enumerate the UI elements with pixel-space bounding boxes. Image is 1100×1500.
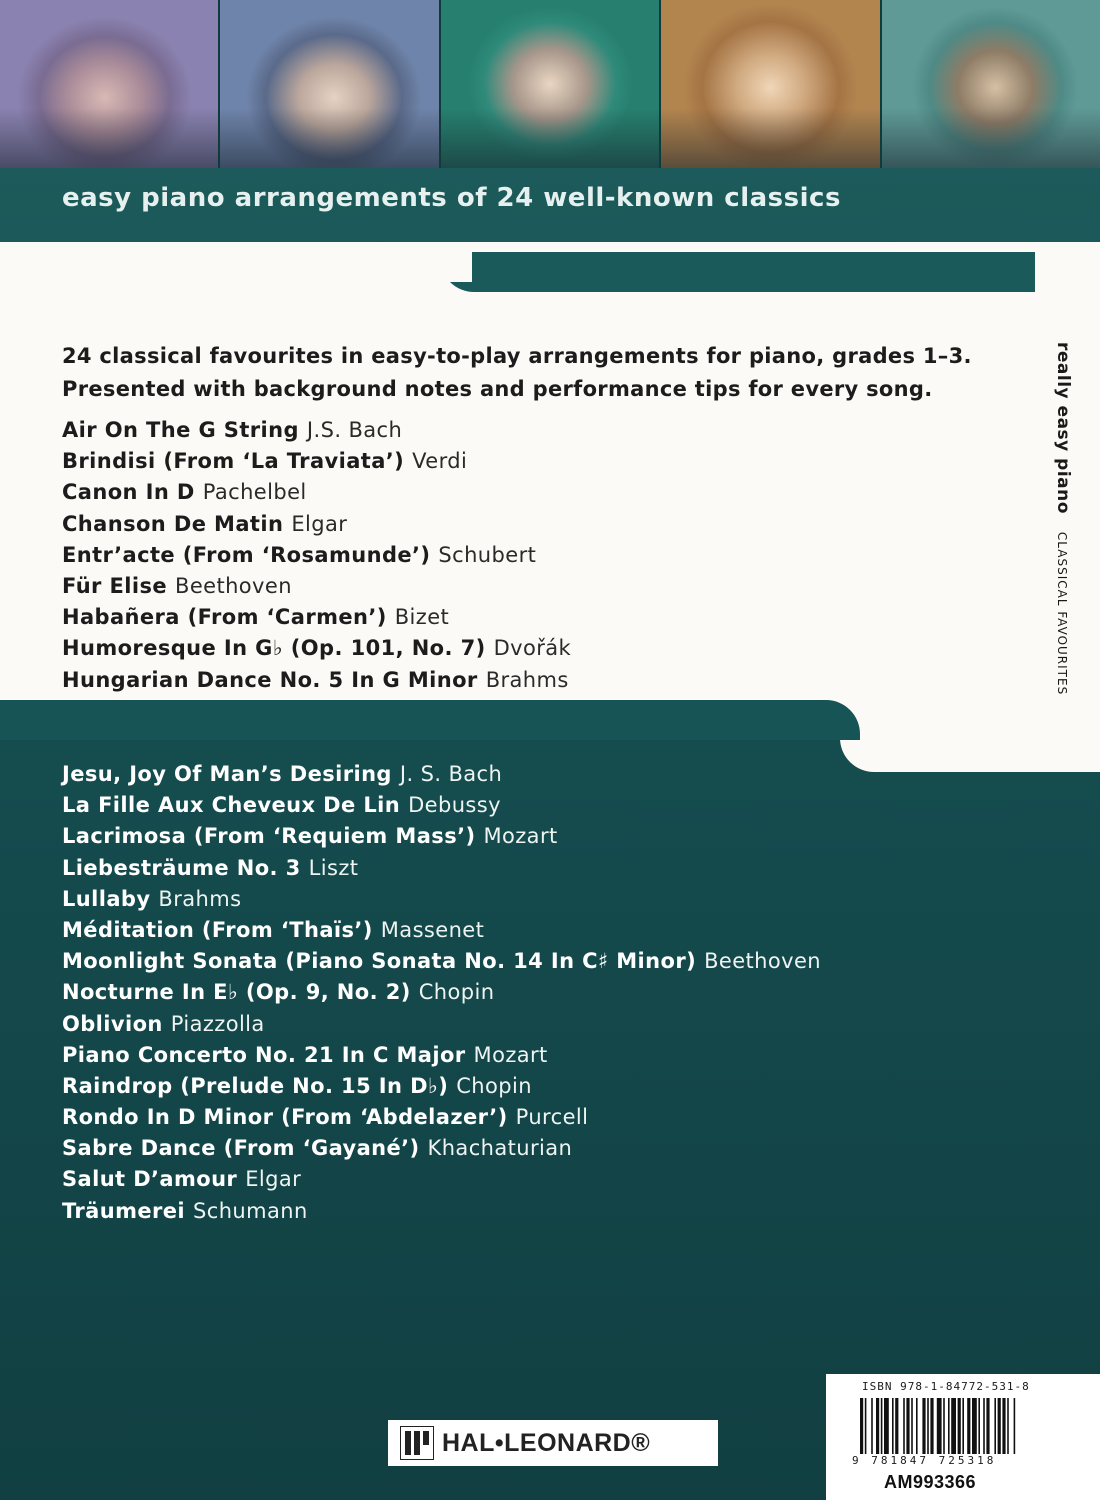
song-item [62,574,1002,605]
tagline: easy piano arrangements of 24 well-known classics [62,183,841,213]
song-composer: Schumann [193,1198,308,1223]
song-item [62,543,1002,574]
song-composer: Chopin [456,1073,532,1098]
song-list-bottom [62,762,1002,1230]
song-title: Méditation (From ‘Thaïs’) [62,917,373,942]
portrait-shade [661,108,879,168]
portrait-shade [0,108,218,168]
portrait-strip [0,0,1100,168]
song-item [62,1167,1002,1198]
song-item [62,1043,1002,1074]
song-title: Humoresque In G♭ (Op. 101, No. 7) [62,636,486,661]
intro-text [62,340,1022,406]
portrait-shade [441,108,659,168]
spine-subtitle: CLASSICAL FAVOURITES [1055,531,1069,696]
intro-line-1: 24 classical favourites in easy-to-play arrangements for piano, grades 1–3. [62,344,972,368]
song-composer: Chopin [418,980,495,1005]
song-title: Oblivion [62,1011,163,1036]
song-composer: Pachelbel [202,480,307,505]
song-title: Jesu, Joy Of Man’s Desiring [62,762,392,786]
song-item [62,636,1002,667]
song-title: Rondo In D Minor (From ‘Abdelazer’) [62,1105,508,1130]
song-composer: Brahms [485,667,569,692]
spine-title [1053,342,1073,695]
song-item [62,949,1002,980]
song-item [62,824,1002,855]
song-title: Moonlight Sonata (Piano Sonata No. 14 In C♯ Minor) [62,949,697,974]
song-title: Für Elise [62,573,168,598]
intro-line-2: Presented with background notes and performance tips for every song. [62,377,933,401]
song-title: Sabre Dance (From ‘Gayané’) [62,1136,420,1161]
song-title: Nocturne In E♭ (Op. 9, No. 2) [62,980,411,1005]
catalog-code: AM993366 [884,1472,977,1492]
portrait-4 [661,0,881,168]
song-item [62,1012,1002,1043]
song-item [62,762,1002,793]
song-title: Entr’acte (From ‘Rosamunde’) [62,542,431,567]
hal-leonard-logo-icon [400,1426,434,1460]
song-title: Habañera (From ‘Carmen’) [62,605,387,630]
isbn-text: ISBN 978-1-84772-531-8 [862,1380,1030,1393]
song-item [62,512,1002,543]
song-composer: Liszt [308,855,359,880]
song-composer: Elgar [291,511,348,536]
teal-notch [0,700,860,740]
song-item [62,480,1002,511]
song-title: La Fille Aux Cheveux De Lin [62,793,401,818]
song-item [62,668,1002,699]
song-title: Liebesträume No. 3 [62,855,301,880]
song-composer: Beethoven [175,573,292,598]
song-title: Hungarian Dance No. 5 In G Minor [62,667,478,692]
song-item [62,449,1002,480]
song-item [62,1074,1002,1105]
song-item [62,418,1002,449]
song-title: Salut D’amour [62,1167,238,1192]
song-composer: Elgar [245,1167,302,1192]
song-composer: Mozart [483,824,558,849]
portrait-shade [220,108,438,168]
song-item [62,1136,1002,1167]
song-composer: Mozart [473,1042,548,1067]
song-title: Chanson De Matin [62,511,284,536]
song-composer: J.S. Bach [306,418,403,442]
song-composer: Verdi [412,449,468,474]
barcode-digits: 9 781847 725318 [852,1454,997,1467]
song-title: Canon In D [62,480,195,505]
song-composer: Piazzolla [170,1011,265,1036]
song-title: Piano Concerto No. 21 In C Major [62,1042,466,1067]
song-item [62,980,1002,1011]
song-composer: Schubert [438,542,537,567]
portrait-1 [0,0,220,168]
publisher-name: HAL•LEONARD® [442,1429,651,1457]
song-title: Raindrop (Prelude No. 15 In D♭) [62,1073,449,1098]
song-item [62,918,1002,949]
song-composer: Debussy [408,793,501,818]
teal-tab-edge [440,252,1035,292]
white-tab [0,242,472,282]
song-item [62,856,1002,887]
portrait-3 [441,0,661,168]
song-composer: Bizet [394,605,450,630]
song-title: Lacrimosa (From ‘Requiem Mass’) [62,824,476,849]
song-composer: Dvořák [493,636,572,661]
song-composer: Beethoven [704,949,821,974]
spine-main-title: really easy piano [1053,342,1073,514]
song-composer: Purcell [515,1105,589,1130]
song-item [62,605,1002,636]
publisher-logo [388,1420,718,1466]
song-title: Brindisi (From ‘La Traviata’) [62,449,405,474]
song-title: Air On The G String [62,418,299,442]
song-item [62,1199,1002,1230]
song-item [62,793,1002,824]
song-item [62,887,1002,918]
song-title: Träumerei [62,1198,186,1223]
song-title: Lullaby [62,886,151,911]
song-composer: J. S. Bach [399,762,503,786]
song-composer: Massenet [380,917,485,942]
song-item [62,1105,1002,1136]
song-list-top [62,418,1002,699]
portrait-5 [882,0,1100,168]
portrait-2 [220,0,440,168]
barcode-icon [860,1398,1060,1454]
song-composer: Khachaturian [427,1136,573,1161]
portrait-shade [882,108,1100,168]
song-composer: Brahms [158,886,242,911]
barcode-box [826,1374,1100,1500]
